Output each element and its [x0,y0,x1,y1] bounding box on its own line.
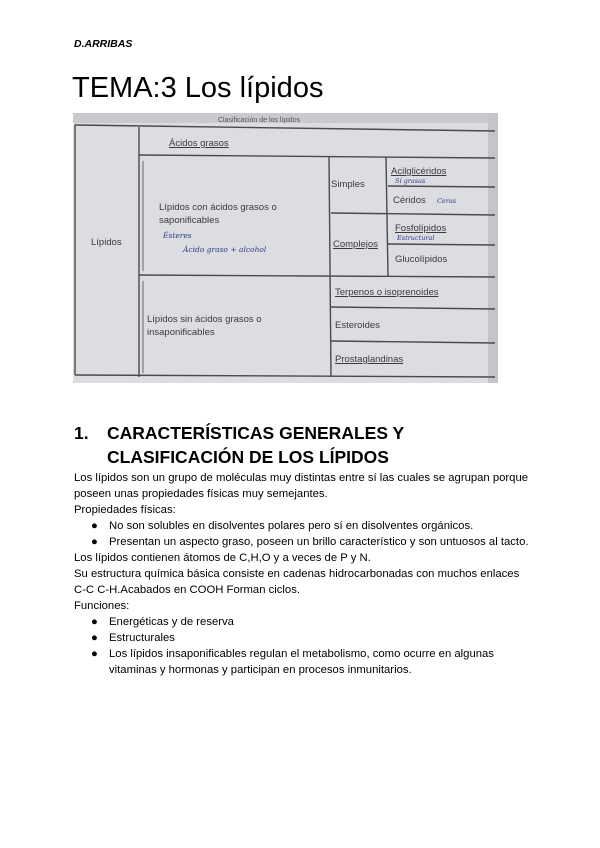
section-body [74,470,534,678]
author-name: D.ARRIBAS [74,38,133,50]
bullet-icon: ● [91,520,98,532]
list-item: ● Energéticas y de reserva [91,616,234,628]
page-title: TEMA:3 Los lípidos [72,72,324,104]
figure-acilgliceridos-note: Sí grasas [395,177,426,185]
properties-list [74,518,534,550]
atoms-paragraph: Los lípidos contienen átomos de C,H,O y a veces de P y N. [74,552,371,564]
figure-root-label: Lípidos [91,237,122,248]
figure-glucolipidos: Glucolípidos [395,254,448,265]
intro-paragraph: Los lípidos son un grupo de moléculas muy distintas entre sí las cuales se agrupan porque poseen unas propiedades físicas muy semejantes. [74,472,529,500]
figure-terpenos: Terpenos o isoprenoides [335,287,439,298]
list-item: ● Los lípidos insaponificables regulan el metabolismo, como ocurre en algunas vitaminas y hormonas y participan en procesos inmunitarios. [91,648,494,676]
bullet-icon: ● [91,536,98,548]
figure-complejos: Complejos [333,239,378,250]
list-item: ● Presentan un aspecto graso, poseen un brillo característico y son untuosos al tacto. [91,536,529,548]
classification-table-lines [73,113,498,383]
section-number: 1. [74,423,89,443]
section-heading [74,421,454,469]
figure-acilgliceridos: Acilglicéridos [391,166,447,177]
figure-caption: Clasificación de los lípidos [218,117,301,124]
functions-label: Funciones: [74,600,130,612]
figure-simples: Simples [331,179,365,190]
bullet-icon: ● [91,648,98,660]
figure-fosfolipidos-note: Estructural [397,234,435,242]
bullet-icon: ● [91,616,98,628]
figure-acidos-grasos: Ácidos grasos [169,138,229,149]
properties-label: Propiedades físicas: [74,504,176,516]
structure-paragraph: Su estructura química básica consiste en cadenas hidrocarbonadas con muchos enlaces C-C C-H.Acabados en COOH Forman ciclos. [74,568,520,596]
bullet-icon: ● [91,632,98,644]
figure-ceridos: Céridos [393,195,426,206]
figure-saponificables-note-1: Ésteres [163,231,192,240]
figure-ceridos-note: Ceras [437,197,457,205]
section-heading-text: CARACTERÍSTICAS GENERALES Y CLASIFICACIÓN DE LOS LÍPIDOS [107,423,404,467]
list-item: ● Estructurales [91,632,175,644]
figure-prostaglandinas: Prostaglandinas [335,354,404,365]
functions-list [74,614,534,678]
figure-fosfolipidos: Fosfolípidos [395,223,447,234]
figure-saponificables: Lípidos con ácidos grasos o saponificables [159,202,277,226]
list-item: ● No son solubles en disolventes polares pero sí en disolventes orgánicos. [91,520,474,532]
figure-insaponificables: Lípidos sin ácidos grasos o insaponificables [147,314,262,338]
figure-esteroides: Esteroides [335,320,380,331]
lipid-classification-photo [73,113,498,383]
figure-saponificables-note-2: Ácido graso + alcohol [183,245,267,254]
